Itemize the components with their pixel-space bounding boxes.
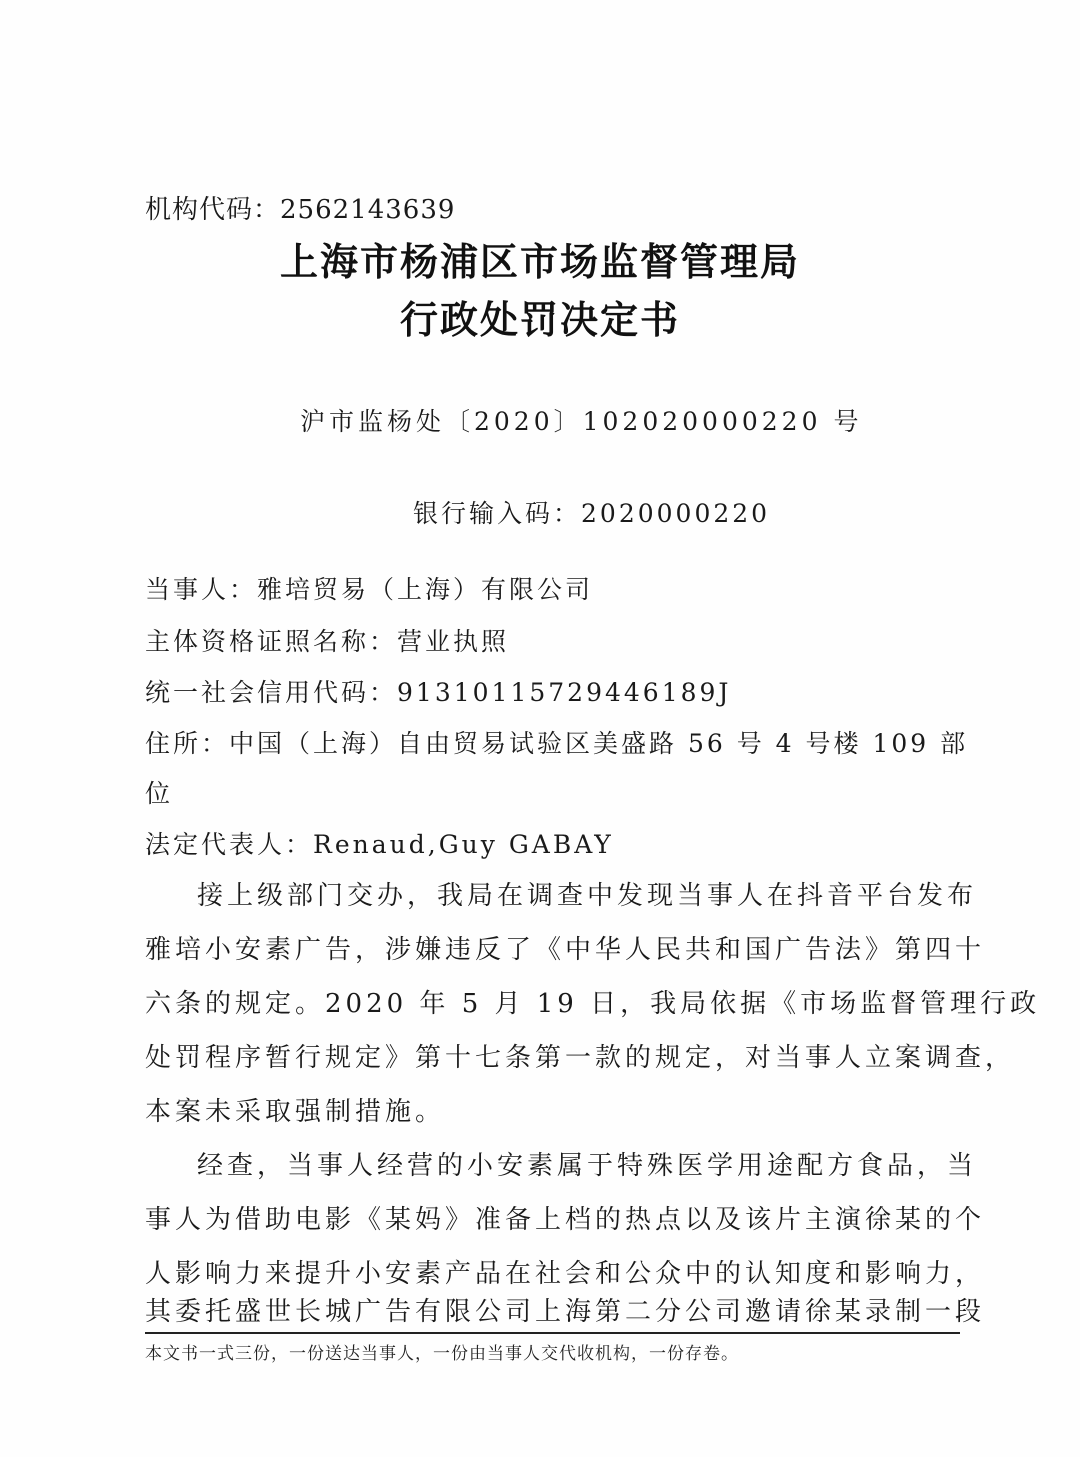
paragraph-line: 雅培小安素广告，涉嫌违反了《中华人民共和国广告法》第四十 [145, 935, 986, 965]
paragraph-line: 经查，当事人经营的小安素属于特殊医学用途配方食品，当 [197, 1151, 978, 1181]
legal-rep-label: 法定代表人： [145, 830, 314, 859]
legal-rep-value: Renaud,Guy GABAY [313, 830, 614, 859]
address-label: 住所： [145, 729, 230, 758]
document-number: 沪市监杨处〔2020〕102020000220 号 [300, 407, 863, 436]
address-field-continued: 位 [145, 779, 174, 808]
credit-code-value: 91310115729446189J [397, 678, 732, 707]
license-field [145, 624, 509, 660]
org-code-label: 机构代码： [145, 195, 281, 225]
footer-note: 本文书一式三份，一份送达当事人，一份由当事人交代收机构，一份存卷。 [145, 1344, 739, 1364]
paragraph-line: 六条的规定。2020 年 5 月 19 日，我局依据《市场监督管理行政 [145, 989, 1041, 1019]
party-value: 雅培贸易（上海）有限公司 [257, 575, 594, 604]
footer-divider [145, 1332, 960, 1334]
bank-input-code [413, 496, 770, 532]
party-label: 当事人： [145, 575, 258, 604]
credit-code-field [145, 675, 731, 711]
license-value: 营业执照 [397, 627, 510, 656]
document-title-type: 行政处罚决定书 [399, 297, 680, 342]
bank-code-label: 银行输入码： [413, 499, 582, 528]
org-code [145, 192, 455, 228]
paragraph-line: 人影响力来提升小安素产品在社会和公众中的认知度和影响力， [145, 1259, 986, 1289]
legal-rep-field [145, 827, 614, 863]
address-field [145, 726, 968, 762]
paragraph-line: 处罚程序暂行规定》第十七条第一款的规定，对当事人立案调查， [145, 1043, 1016, 1073]
paragraph-line: 事人为借助电影《某妈》准备上档的热点以及该片主演徐某的个 [145, 1205, 986, 1235]
party-field [145, 572, 593, 608]
org-code-value: 2562143639 [280, 195, 456, 225]
document-title-authority: 上海市杨浦区市场监督管理局 [279, 239, 800, 284]
license-label: 主体资格证照名称： [145, 627, 398, 656]
paragraph-line: 其委托盛世长城广告有限公司上海第二分公司邀请徐某录制一段 [145, 1297, 986, 1327]
bank-code-value: 2020000220 [581, 499, 771, 528]
paragraph-line: 本案未采取强制措施。 [145, 1097, 446, 1127]
address-value: 中国（上海）自由贸易试验区美盛路 56 号 4 号楼 109 部 [229, 729, 969, 758]
credit-code-label: 统一社会信用代码： [145, 678, 398, 707]
paragraph-line: 接上级部门交办，我局在调查中发现当事人在抖音平台发布 [197, 881, 978, 911]
